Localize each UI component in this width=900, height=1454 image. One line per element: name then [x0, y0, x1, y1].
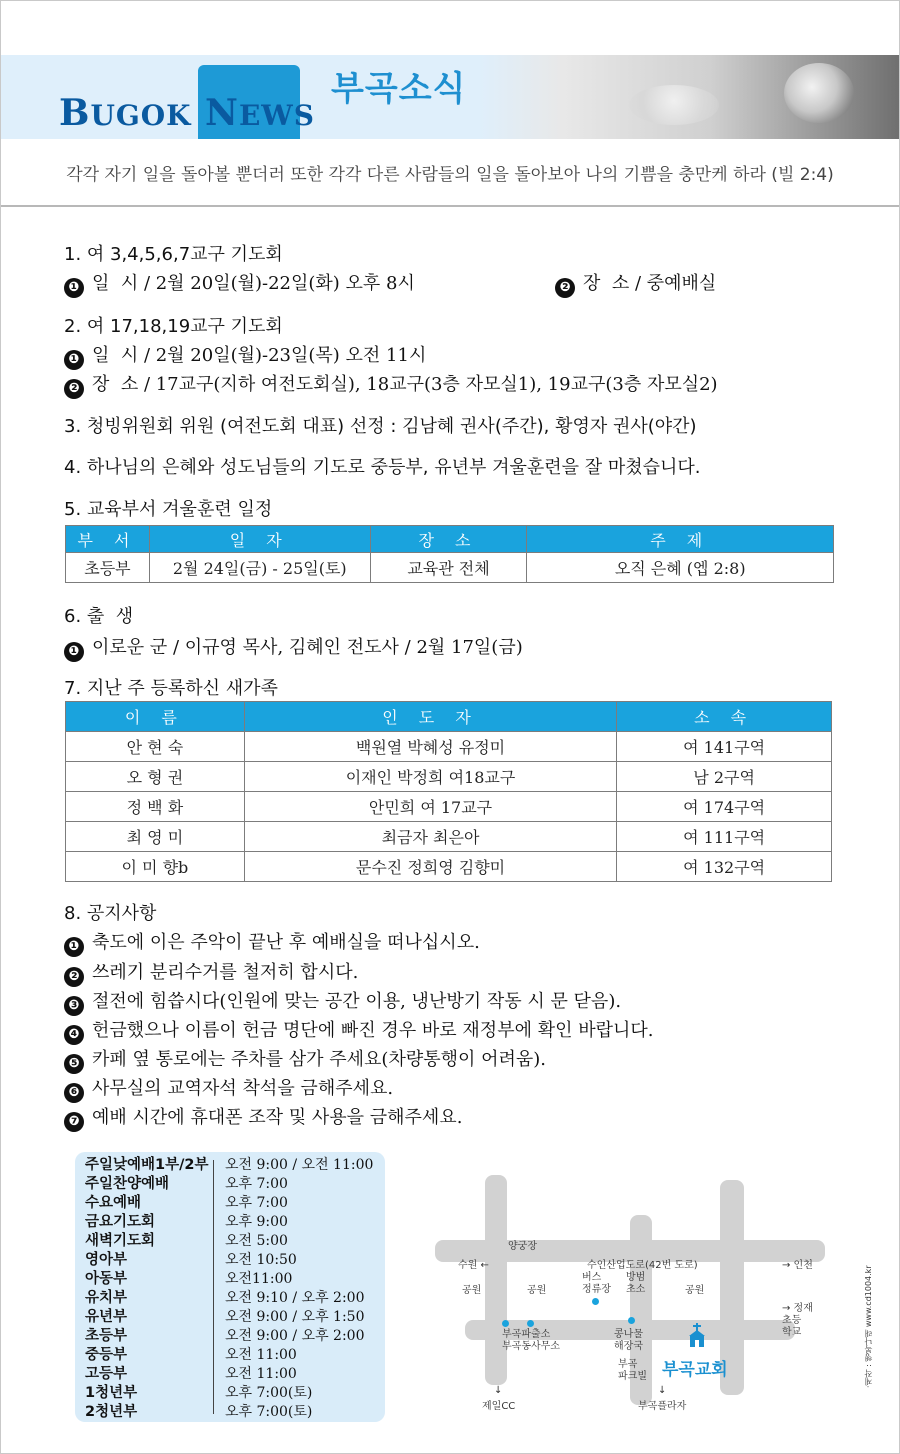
table-row [66, 732, 832, 762]
table-cell: 안 현 숙 [66, 732, 245, 762]
item-8-title: 8. 공지사항 [64, 903, 157, 924]
notice-item: ❷ 쓰레기 분리수거를 철저히 합시다. [64, 958, 358, 987]
schedule-row: 고등부 오전 11:00 [85, 1366, 297, 1382]
table-cell: 남 2구역 [617, 762, 832, 792]
schedule-row: 유치부 오전 9:10 / 오후 2:00 [85, 1290, 365, 1306]
schedule-row: 2청년부 오후 7:00(토) [85, 1404, 313, 1420]
item-2-title: 2. 여 17,18,19교구 기도회 [64, 316, 283, 337]
arrow-down-icon: ↓ [658, 1385, 667, 1396]
schedule-row: 주일낮예배1부/2부 오전 9:00 / 오전 11:00 [85, 1157, 374, 1173]
schedule-row: 유년부 오전 9:00 / 오후 1:50 [85, 1309, 365, 1325]
table-header: 일 자 [149, 526, 370, 553]
bullet-icon: ❹ [64, 1025, 84, 1045]
table-cell: 최 영 미 [66, 822, 245, 852]
table-cell: 문수진 정희영 김향미 [244, 852, 616, 882]
item-3: 3. 청빙위원회 위원 (여전도회 대표) 선정 : 김남혜 권사(주간), 황영자 권사(야간) [64, 416, 697, 437]
map-label: 콩나물 해장국 [614, 1329, 643, 1352]
item-1-line-2: ❷ 장 소 / 중예배실 [555, 269, 716, 298]
training-table [65, 525, 834, 583]
bullet-icon: ❶ [64, 642, 84, 662]
table-header: 부 서 [66, 526, 150, 553]
schedule-row: 아동부 오전11:00 [85, 1271, 293, 1287]
bullet-icon: ❻ [64, 1083, 84, 1103]
table-header-row [66, 526, 834, 553]
location-map [430, 1175, 830, 1430]
bullet-icon: ❷ [555, 278, 575, 298]
new-family-table [65, 701, 832, 882]
map-label: 방범 초소 [626, 1272, 646, 1295]
notice-item: ❸ 절전에 힘씁시다(인원에 맞는 공간 이용, 냉난방기 작동 시 문 닫음). [64, 987, 621, 1016]
bullet-icon: ❼ [64, 1112, 84, 1132]
logo-bugok-news: BUGOK NEWS [59, 92, 315, 134]
map-marker-icon [527, 1320, 534, 1327]
item-1-line-1: ❶ 일 시 / 2월 20일(월)-22일(화) 오후 8시 [64, 269, 415, 298]
map-label: 공원 [527, 1285, 547, 1296]
schedule-row: 수요예배 오후 7:00 [85, 1195, 288, 1211]
notice-item: ❼ 예배 시간에 휴대폰 조작 및 사용을 금해주세요. [64, 1103, 462, 1132]
notice-item: ❹ 헌금했으나 이름이 헌금 명단에 빠진 경우 바로 재정부에 확인 바랍니다. [64, 1016, 653, 1045]
schedule-row: 중등부 오전 11:00 [85, 1347, 297, 1363]
map-label: 버스 정류장 [582, 1272, 611, 1295]
table-row [66, 762, 832, 792]
schedule-row: 초등부 오전 9:00 / 오후 2:00 [85, 1328, 365, 1344]
table-header: 이 름 [66, 702, 245, 732]
item-1-title: 1. 여 3,4,5,6,7교구 기도회 [64, 244, 283, 265]
church-name: 부곡교회 [662, 1360, 728, 1380]
table-cell: 여 174구역 [617, 792, 832, 822]
item-6-title: 6. 출 생 [64, 606, 134, 627]
table-cell: 안민희 여 17교구 [244, 792, 616, 822]
map-label: 수인산업도로(42번 도로) [587, 1260, 698, 1271]
map-label: 공원 [462, 1285, 482, 1296]
schedule-row: 영아부 오전 10:50 [85, 1252, 297, 1268]
table-header: 인 도 자 [244, 702, 616, 732]
stone-highlight [629, 85, 719, 125]
map-label: 제일CC [482, 1401, 516, 1412]
table-row [66, 852, 832, 882]
notice-item: ❻ 사무실의 교역자석 착석을 금해주세요. [64, 1074, 393, 1103]
map-label: → 정재 초등 학교 [782, 1303, 813, 1338]
map-label: 부곡 파크빌 [618, 1359, 647, 1382]
header-banner [1, 55, 899, 139]
map-marker-icon [592, 1298, 599, 1305]
church-icon [686, 1322, 708, 1348]
notice-item: ❺ 카페 옆 통로에는 주차를 삼가 주세요(차량통행이 어려움). [64, 1045, 546, 1074]
schedule-row: 주일찬양예배 오후 7:00 [85, 1176, 288, 1192]
schedule-row: 새벽기도회 오전 5:00 [85, 1233, 288, 1249]
table-cell: 정 백 화 [66, 792, 245, 822]
schedule-row: 1청년부 오후 7:00(토) [85, 1385, 313, 1401]
table-cell: 오직 은혜 (엡 2:8) [527, 553, 834, 583]
header-stone-image [479, 55, 899, 139]
bullet-icon: ❺ [64, 1054, 84, 1074]
bullet-icon: ❶ [64, 937, 84, 957]
map-marker-icon [502, 1320, 509, 1327]
item-6-line-1: ❶ 이로운 군 / 이규영 목사, 김혜인 전도사 / 2월 17일(금) [64, 633, 523, 662]
table-cell: 오 형 권 [66, 762, 245, 792]
section-title: 부곡소식 [331, 69, 467, 109]
schedule-row: 금요기도회 오후 9:00 [85, 1214, 288, 1230]
map-label: 양궁장 [508, 1241, 537, 1252]
map-label: 공원 [685, 1285, 705, 1296]
item-7-title: 7. 지난 주 등록하신 새가족 [64, 678, 278, 699]
item-5-title: 5. 교육부서 겨울훈련 일정 [64, 499, 273, 520]
table-row [66, 792, 832, 822]
map-label: → 인천 [782, 1260, 813, 1271]
arrow-down-icon: ↓ [494, 1385, 503, 1396]
table-cell: 여 132구역 [617, 852, 832, 882]
notice-item: ❶ 축도에 이은 주악이 끝난 후 예배실을 떠나십시오. [64, 928, 480, 957]
map-label: 부곡플라자 [638, 1401, 687, 1412]
bible-verse: 각각 자기 일을 돌아볼 뿐더러 또한 각각 다른 사람들의 일을 돌아보아 나의 기쁨을 충만케 하라 (빌 2:4) [66, 165, 834, 185]
table-row [66, 822, 832, 852]
table-cell: 초등부 [66, 553, 150, 583]
table-cell: 2월 24일(금) - 25일(토) [149, 553, 370, 583]
table-header: 주 제 [527, 526, 834, 553]
map-marker-icon [628, 1317, 635, 1324]
map-label: 부곡파출소 부곡동사무소 [502, 1329, 560, 1352]
table-cell: 최금자 최은아 [244, 822, 616, 852]
item-4: 4. 하나님의 은혜와 성도님들의 기도로 중등부, 유년부 겨울훈련을 잘 마쳤습니다. [64, 457, 701, 478]
bullet-icon: ❷ [64, 967, 84, 987]
table-header-row [66, 702, 832, 732]
table-cell: 이재인 박정희 여18교구 [244, 762, 616, 792]
table-cell: 교육관 전체 [370, 553, 527, 583]
bullet-icon: ❷ [64, 379, 84, 399]
item-2-line-1: ❶ 일 시 / 2월 20일(월)-23일(목) 오전 11시 [64, 341, 426, 370]
table-header: 장 소 [370, 526, 527, 553]
header-divider [1, 205, 899, 207]
table-cell: 여 111구역 [617, 822, 832, 852]
table-cell: 이 미 향b [66, 852, 245, 882]
item-2-line-2: ❷ 장 소 / 17교구(지하 여전도회실), 18교구(3층 자모실1), 19교구(3층 자모실2) [64, 370, 718, 399]
table-cell: 여 141구역 [617, 732, 832, 762]
table-cell: 백원열 박혜성 유정미 [244, 732, 616, 762]
stone-fossil-icon [784, 63, 854, 123]
bullet-icon: ❸ [64, 996, 84, 1016]
table-row [66, 553, 834, 583]
worship-schedule-box [75, 1152, 385, 1422]
table-header: 소 속 [617, 702, 832, 732]
map-label: 수원 ← [458, 1260, 489, 1271]
map-road-vertical-1 [485, 1175, 507, 1385]
credit-text: ·제작 : 행복나래 www.cd1004.kr [864, 1265, 873, 1388]
bullet-icon: ❶ [64, 278, 84, 298]
bullet-icon: ❶ [64, 350, 84, 370]
